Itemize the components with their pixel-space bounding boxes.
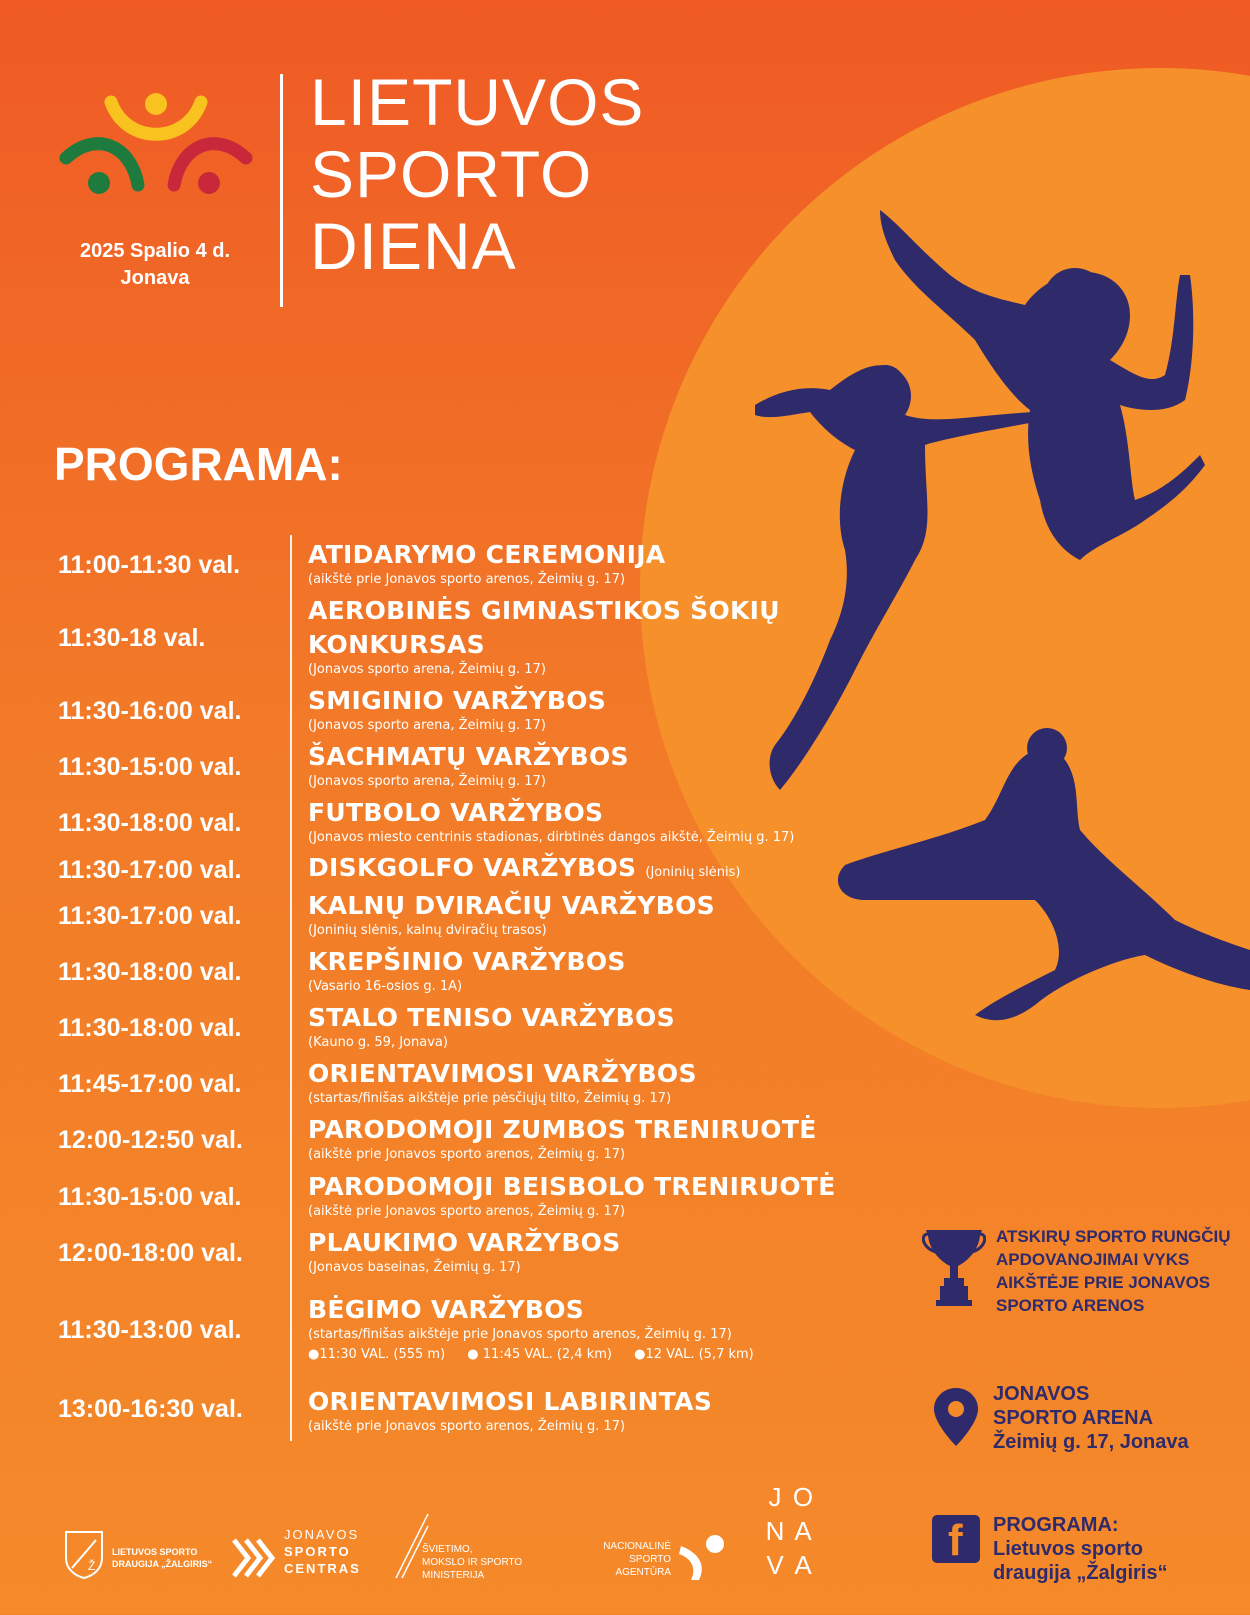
event-location: (aikštė prie Jonavos sporto arenos, Žeimių g. 17) bbox=[308, 572, 626, 587]
page-title bbox=[310, 66, 644, 282]
sponsor-nacionaline-sporto-agentura bbox=[585, 1532, 730, 1588]
jonava-letter: A bbox=[794, 1516, 812, 1546]
event-location: (aikštė prie Jonavos sporto arenos, Žeimių g. 17) bbox=[308, 1204, 626, 1219]
sponsor-name-line: SPORTO bbox=[629, 1554, 671, 1565]
jonava-letter: N bbox=[765, 1516, 785, 1546]
event-item bbox=[308, 1057, 697, 1106]
event-location: (Joninių slėnis) bbox=[645, 865, 741, 880]
header-divider bbox=[280, 74, 283, 307]
event-time: 11:30-18:00 val. bbox=[58, 809, 242, 837]
event-item bbox=[308, 1385, 712, 1434]
event-title: KONKURSAS bbox=[308, 630, 485, 659]
event-location: (Jonavos baseinas, Žeimių g. 17) bbox=[308, 1260, 521, 1275]
race-distance: ●12 VAL. (5,7 km) bbox=[634, 1347, 754, 1362]
agency-figure-icon bbox=[677, 1532, 727, 1582]
event-title: ORIENTAVIMOSI VARŽYBOS bbox=[308, 1059, 697, 1088]
title-line: LIETUVOS bbox=[310, 65, 645, 139]
award-line: SPORTO ARENOS bbox=[996, 1296, 1145, 1315]
award-line: ATSKIRŲ SPORTO RUNGČIŲ bbox=[996, 1227, 1231, 1246]
trophy-icon bbox=[922, 1226, 986, 1308]
jsc-chevrons-icon bbox=[230, 1534, 278, 1582]
venue-address: Žeimių g. 17, Jonava bbox=[993, 1431, 1189, 1453]
event-title: PARODOMOJI BEISBOLO TRENIRUOTĖ bbox=[308, 1172, 836, 1201]
event-item bbox=[308, 1170, 836, 1219]
event-location: (Vasario 16-osios g. 1A) bbox=[308, 979, 463, 994]
sponsor-jonavos-sporto-centras bbox=[230, 1526, 365, 1584]
event-location: (startas/finišas aikštėje prie Jonavos sporto arenos, Žeimių g. 17) bbox=[308, 1327, 732, 1342]
award-line: AIKŠTĖJE PRIE JONAVOS bbox=[996, 1273, 1211, 1292]
sponsor-zalgiris bbox=[62, 1528, 222, 1580]
sponsor-name-line: SPORTO bbox=[284, 1544, 351, 1559]
facebook-line: Lietuvos sporto bbox=[993, 1538, 1144, 1560]
event-time: 11:30-17:00 val. bbox=[58, 856, 242, 884]
event-location: (Kauno g. 59, Jonava) bbox=[308, 1035, 448, 1050]
svg-text:Ž: Ž bbox=[88, 1559, 96, 1573]
event-title: KREPŠINIO VARŽYBOS bbox=[308, 947, 626, 976]
event-time: 11:00-11:30 val. bbox=[58, 551, 241, 579]
event-time: 11:30-18:00 val. bbox=[58, 958, 242, 986]
athletes-silhouette-illustration bbox=[735, 200, 1250, 1040]
event-item bbox=[308, 851, 740, 890]
event-time: 11:30-13:00 val. bbox=[58, 1316, 242, 1344]
event-time: 11:30-16:00 val. bbox=[58, 697, 242, 725]
race-distance: ●11:30 VAL. (555 m) bbox=[308, 1347, 446, 1362]
event-location: (aikštė prie Jonavos sporto arenos, Žeimių g. 17) bbox=[308, 1147, 626, 1162]
sponsor-name-line: NACIONALINĖ bbox=[603, 1541, 671, 1552]
jonava-letter: A bbox=[794, 1550, 812, 1580]
event-location: (Jonavos sporto arena, Žeimių g. 17) bbox=[308, 718, 546, 733]
sponsor-ministry bbox=[392, 1512, 552, 1582]
event-time: 11:30-17:00 val. bbox=[58, 902, 242, 930]
event-item bbox=[308, 740, 629, 789]
event-location: (Jonavos miesto centrinis stadionas, dirbtinės dangos aikštė, Žeimių g. 17) bbox=[308, 830, 795, 845]
facebook-line: PROGRAMA: bbox=[993, 1514, 1119, 1536]
event-city: Jonava bbox=[120, 267, 190, 289]
venue-info bbox=[993, 1382, 1189, 1454]
event-logo bbox=[50, 90, 260, 292]
race-distance: ● 11:45 VAL. (2,4 km) bbox=[467, 1347, 612, 1362]
event-location: (Jonavos sporto arena, Žeimių g. 17) bbox=[308, 662, 546, 677]
event-time: 12:00-12:50 val. bbox=[58, 1126, 243, 1154]
title-line: SPORTO bbox=[310, 137, 593, 211]
race-distances bbox=[308, 1346, 772, 1364]
event-item bbox=[308, 594, 780, 677]
event-title: BĖGIMO VARŽYBOS bbox=[308, 1295, 585, 1324]
title-line: DIENA bbox=[310, 209, 517, 283]
event-item bbox=[308, 538, 665, 587]
event-item bbox=[308, 684, 606, 733]
sponsor-name-line: LIETUVOS SPORTO bbox=[112, 1547, 198, 1557]
event-title: KALNŲ DVIRAČIŲ VARŽYBOS bbox=[308, 891, 715, 920]
event-item bbox=[308, 1001, 675, 1050]
facebook-program-note bbox=[993, 1513, 1167, 1585]
event-location: (aikštė prie Jonavos sporto arenos, Žeimių g. 17) bbox=[308, 1419, 626, 1434]
jonava-letter: O bbox=[792, 1482, 814, 1512]
event-date: 2025 Spalio 4 d. bbox=[79, 240, 231, 262]
event-time: 12:00-18:00 val. bbox=[58, 1239, 243, 1267]
sponsor-name-line: DRAUGIJA „ŽALGIRIS“ bbox=[112, 1559, 213, 1569]
event-title bbox=[308, 851, 740, 890]
event-title: ORIENTAVIMOSI LABIRINTAS bbox=[308, 1387, 713, 1416]
jonava-letter: J bbox=[768, 1482, 782, 1512]
event-title: PLAUKIMO VARŽYBOS bbox=[308, 1228, 621, 1257]
sponsor-name-line: CENTRAS bbox=[284, 1561, 361, 1576]
event-location: (Jonavos sporto arena, Žeimių g. 17) bbox=[308, 774, 546, 789]
lietuvos-sporto-diena-logo-icon bbox=[56, 90, 256, 230]
event-title: ŠACHMATŲ VARŽYBOS bbox=[308, 742, 629, 771]
event-title: ATIDARYMO CEREMONIJA bbox=[308, 540, 666, 569]
event-item bbox=[308, 945, 626, 994]
programa-heading: PROGRAMA: bbox=[54, 438, 343, 490]
facebook-line: draugija „Žalgiris“ bbox=[993, 1562, 1168, 1584]
event-title: SMIGINIO VARŽYBOS bbox=[308, 686, 607, 715]
award-line: APDOVANOJIMAI VYKS bbox=[996, 1250, 1190, 1269]
event-title: STALO TENISO VARŽYBOS bbox=[308, 1003, 675, 1032]
event-time: 11:45-17:00 val. bbox=[58, 1070, 242, 1098]
event-location: (Joninių slėnis, kalnų dviračių trasos) bbox=[308, 923, 547, 938]
event-item bbox=[308, 1226, 621, 1275]
sponsor-name-line: MOKSLO IR SPORTO bbox=[422, 1557, 523, 1568]
award-note bbox=[996, 1225, 1231, 1317]
event-item bbox=[308, 796, 794, 845]
sponsor-name-line: MINISTERIJA bbox=[422, 1570, 485, 1581]
event-item bbox=[308, 889, 715, 938]
jonava-letter: V bbox=[766, 1550, 784, 1580]
event-location: (startas/finišas aikštėje prie pėsčiųjų tilto, Žeimių g. 17) bbox=[308, 1091, 672, 1106]
event-item bbox=[308, 1113, 817, 1162]
location-pin-icon bbox=[932, 1386, 980, 1448]
event-title: PARODOMOJI ZUMBOS TRENIRUOTĖ bbox=[308, 1115, 817, 1144]
sponsor-jonava-city bbox=[760, 1480, 820, 1585]
facebook-icon: f bbox=[932, 1515, 980, 1563]
event-item bbox=[308, 1293, 772, 1364]
event-time: 11:30-18:00 val. bbox=[58, 1014, 242, 1042]
event-time: 11:30-18 val. bbox=[58, 624, 206, 652]
venue-line: JONAVOS bbox=[993, 1383, 1090, 1405]
schedule-divider bbox=[290, 535, 292, 1441]
event-title: FUTBOLO VARŽYBOS bbox=[308, 798, 604, 827]
venue-line: SPORTO ARENA bbox=[993, 1407, 1154, 1429]
event-time: 11:30-15:00 val. bbox=[58, 1183, 242, 1211]
sponsor-name-line: JONAVOS bbox=[284, 1527, 360, 1542]
event-time: 11:30-15:00 val. bbox=[58, 753, 242, 781]
event-time: 13:00-16:30 val. bbox=[58, 1395, 243, 1423]
event-title: AEROBINĖS GIMNASTIKOS ŠOKIŲ bbox=[308, 596, 780, 625]
sponsor-name-line: AGENTŪRA bbox=[615, 1567, 671, 1578]
event-title-text: DISKGOLFO VARŽYBOS bbox=[308, 853, 637, 882]
zalgiris-crest-icon bbox=[62, 1528, 106, 1580]
sponsor-name-line: ŠVIETIMO, bbox=[422, 1544, 473, 1555]
